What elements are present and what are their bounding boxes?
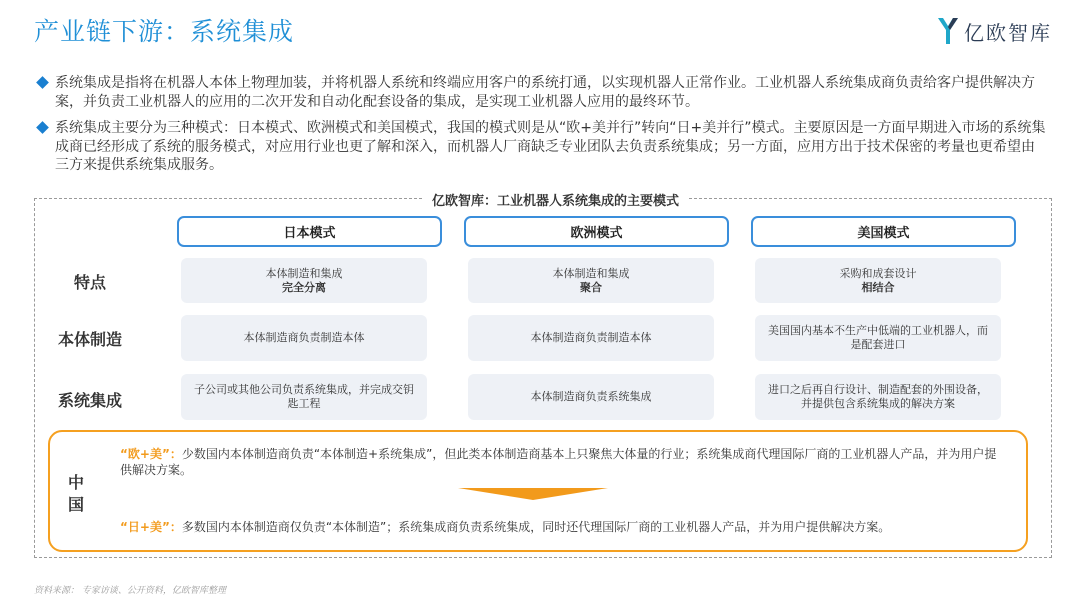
cell-line: 本体制造和集成	[265, 266, 343, 280]
table-cell	[181, 258, 427, 303]
row-label-integration: 系统集成	[57, 391, 122, 410]
table-cell: 本体制造商负责系统集成	[468, 374, 714, 420]
column-header-europe: 欧洲模式	[464, 216, 729, 247]
cell-line: 本体制造和集成	[552, 266, 630, 280]
china-label: 中国	[68, 473, 85, 514]
logo-text: 亿欧智库	[964, 20, 1052, 45]
mode-highlight: “欧+美”：	[120, 447, 182, 461]
row-label-manufacturing: 本体制造	[57, 330, 122, 349]
yiou-logo-icon	[936, 16, 960, 46]
diamond-bullet-icon	[36, 121, 49, 134]
intro-bullets	[36, 74, 1048, 183]
mode-text: 少数国内本体制造商负责“本体制造+系统集成”，但此类本体制造商基本上只聚焦大体量的行业；系统集成商代理国际厂商的工业机器人产品，并为用户提供解决方案。	[120, 447, 997, 477]
bullet-item	[36, 74, 1048, 111]
china-mode-box	[48, 430, 1028, 552]
table-cell: 本体制造商负责制造本体	[181, 315, 427, 361]
china-mode-jp-us	[120, 519, 1000, 535]
cell-emphasis: 完全分离	[282, 280, 326, 294]
source-note: 资料来源： 专家访谈、公开资料，亿欧智库整理	[34, 586, 226, 596]
column-header-japan: 日本模式	[177, 216, 442, 247]
table-cell	[468, 258, 714, 303]
column-header-usa: 美国模式	[751, 216, 1016, 247]
modes-table-title: 亿欧智库：工业机器人系统集成的主要模式	[422, 190, 689, 209]
down-arrow-icon	[458, 488, 608, 500]
cell-emphasis: 相结合	[861, 280, 895, 294]
china-mode-eu-us	[120, 446, 1000, 478]
table-cell: 进口之后再自行设计、制造配套的外围设备，并提供包含系统集成的解决方案	[755, 374, 1001, 420]
cell-line: 采购和成套设计	[839, 266, 917, 280]
mode-text: 多数国内本体制造商仅负责“本体制造”；系统集成商负责系统集成，同时还代理国际厂商的工业机器人产品，并为用户提供解决方案。	[181, 520, 891, 534]
bullet-text: 系统集成是指将在机器人本体上物理加装，并将机器人系统和终端应用客户的系统打通，以实现机器人正常作业。工业机器人系统集成商负责给客户提供解决方案，并负责工业机器人的应用的二次开发和自动化配套设备的集成，是实现工业机器人应用的最终环节。	[55, 75, 1035, 110]
bullet-item	[36, 119, 1048, 175]
bullet-text: 系统集成主要分为三种模式：日本模式、欧洲模式和美国模式，我国的模式则是从“欧+美并行”转向“日+美并行”模式。主要原因是一方面早期进入市场的系统集成商已经形成了系统的服务模式，对应用行业也更了解和深入，而机器人厂商缺乏专业团队去负责系统集成；另一方面，应用方出于技术保密的考量也更希望由三方来提供系统集成服务。	[55, 120, 1046, 173]
row-label-features: 特点	[73, 273, 106, 292]
diamond-bullet-icon	[36, 76, 49, 89]
brand-logo	[936, 16, 1052, 46]
table-cell: 美国国内基本不生产中低端的工业机器人，而是配套进口	[755, 315, 1001, 361]
mode-highlight: “日+美”：	[120, 520, 182, 534]
cell-emphasis: 聚合	[580, 280, 602, 294]
page-title: 产业链下游：系统集成	[34, 17, 295, 46]
table-cell	[755, 258, 1001, 303]
table-cell: 子公司或其他公司负责系统集成，并完成交钥匙工程	[181, 374, 427, 420]
table-cell: 本体制造商负责制造本体	[468, 315, 714, 361]
